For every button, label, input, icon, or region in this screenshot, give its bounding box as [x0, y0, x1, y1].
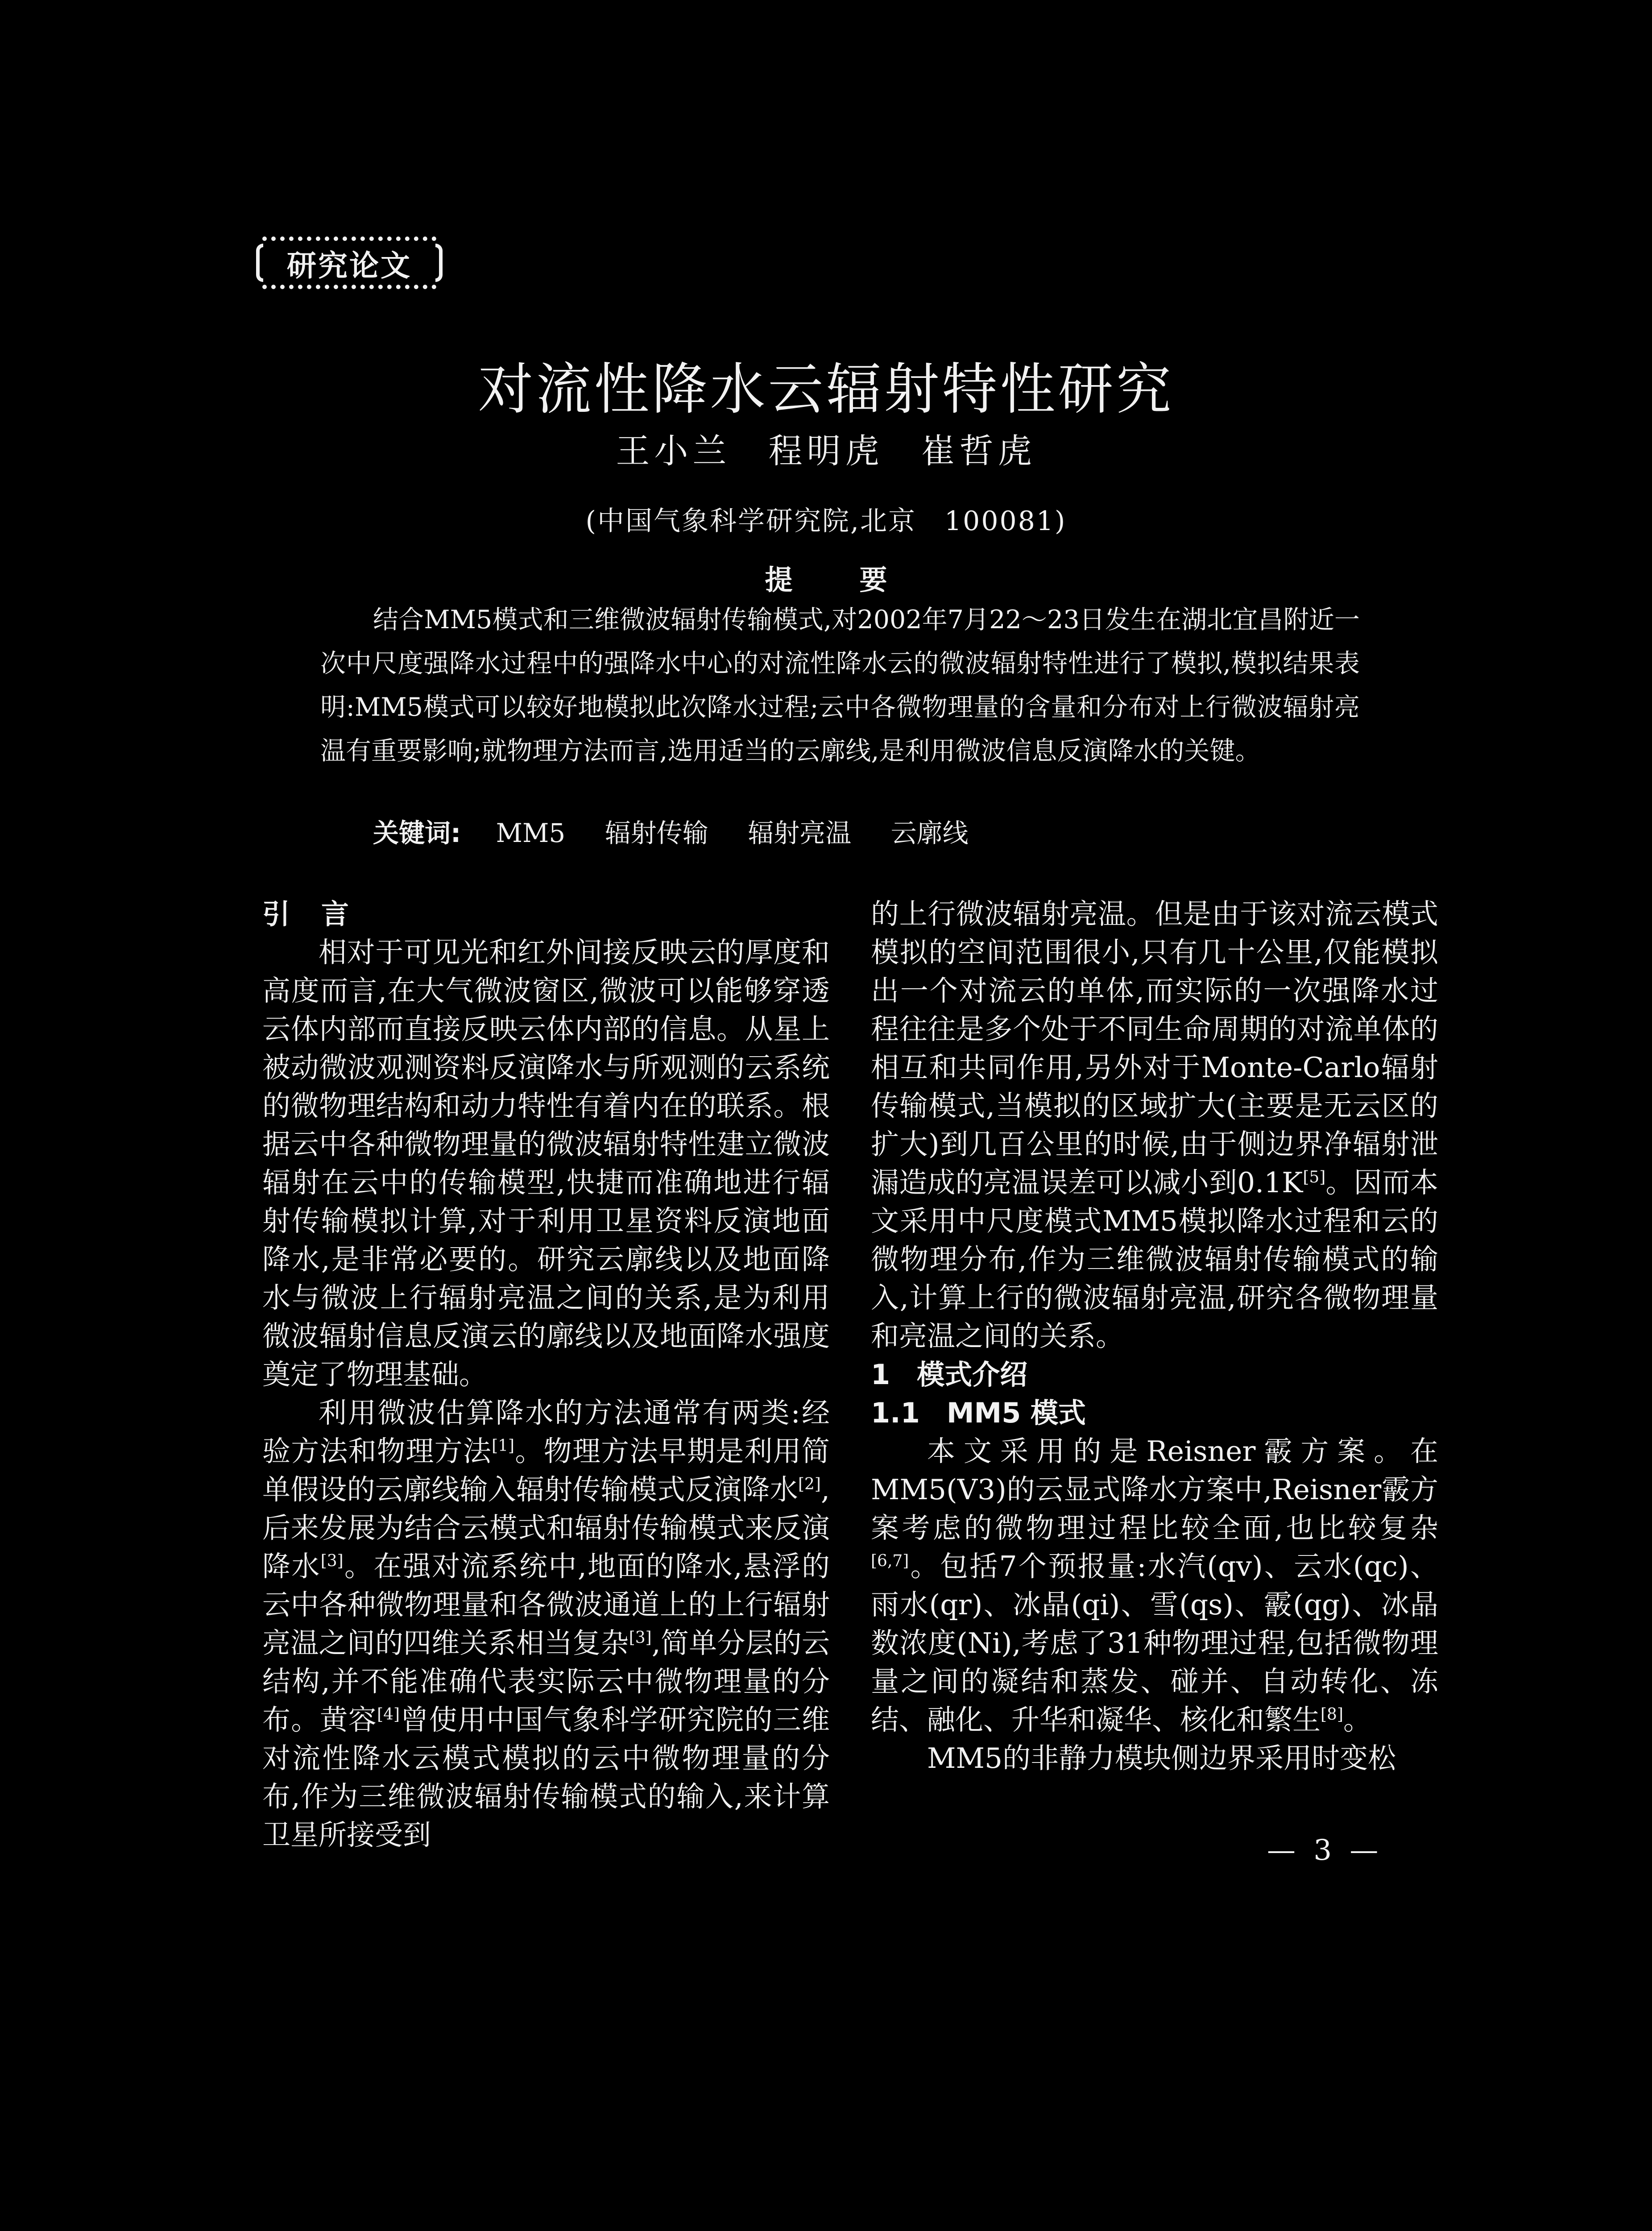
citation: [8] [1321, 1705, 1343, 1724]
section-heading-1 [871, 1356, 1438, 1394]
text-run: 。包括7个预报量:水汽(qv)、云水(qc)、雨水(qr)、冰晶(qi)、雪(qs)、霰(qg)、冰晶数浓度(Ni),考虑了31种物理过程,包括微物理量之间的凝结和蒸发、碰并、自动转化、冻结、融化、升华和凝华、核化和繁生 [871, 1550, 1438, 1736]
abstract-text: 结合MM5模式和三维微波辐射传输模式,对2002年7月22～23日发生在湖北宜昌附近一次中尺度强降水过程中的强降水中心的对流性降水云的微波辐射特性进行了模拟,模拟结果表明:MM5模式可以较好地模拟此次降水过程;云中各微物理量的含量和分布对上行微波辐射亮温有重要影响;就物理方法而言,选用适当的云廓线,是利用微波信息反演降水的关键。 [320, 605, 1360, 766]
text-run: 曾使用中国气象科学研究院的三维对流性降水云模式模拟的云中微物理量的分布,作为三维微波辐射传输模式的输入,来计算卫星所接受到 [262, 1704, 830, 1851]
text-run: 。在强对流系统中,地面的降水,悬浮的云中各种微物理量和各微波通道上的上行辐射亮温之间的四维关系相当复杂 [262, 1550, 830, 1659]
section-heading-1-1 [871, 1394, 1438, 1432]
body-paragraph [871, 895, 1438, 1356]
author-name: 王小兰 [616, 431, 731, 471]
section-heading-intro [262, 895, 830, 933]
text-run: 利用微波估算降水的方法通常有两类:经验方法和物理方法 [262, 1397, 830, 1468]
text-run: 。因而本文采用中尺度模式MM5模拟降水过程和云的微物理分布,作为三维微波辐射传输模式的输入,计算上行的微波辐射亮温,研究各微物理量和亮温之间的关系。 [871, 1166, 1439, 1352]
citation: [4] [377, 1705, 400, 1724]
left-column [262, 895, 830, 1854]
text-run: 的上行微波辐射亮温。但是由于该对流云模式模拟的空间范围很小,只有几十公里,仅能模拟出一个对流云的单体,而实际的一次强降水过程往往是多个处于不同生命周期的对流单体的相互和共同作用,另外对于Monte-Carlo辐射传输模式,当模拟的区域扩大(主要是无云区的扩大)到几百公里的时候,由于侧边界净辐射泄漏造成的亮温误差可以减小到0.1K [871, 898, 1438, 1199]
keyword: 辐射传输 [604, 818, 708, 848]
citation: [3] [629, 1629, 652, 1647]
article-type-tag [262, 236, 436, 289]
section-title: 言 [321, 898, 349, 930]
keywords-label: 关键词: [373, 818, 461, 848]
article-type-label: 研究论文 [287, 248, 412, 283]
citation: [1] [492, 1437, 515, 1455]
section-title: 模式介绍 [917, 1358, 1028, 1391]
keywords [373, 811, 1359, 855]
keyword: 云廓线 [890, 818, 969, 848]
body-paragraph: 相对于可见光和红外间接反映云的厚度和高度而言,在大气微波窗区,微波可以能够穿透云体内部而直接反映云体内部的信息。从星上被动微波观测资料反演降水与所观测的云系统的微物理结构和动力特性有着内在的联系。根据云中各种微物理量的微波辐射特性建立微波辐射在云中的传输模型,快捷而准确地进行辐射传输模拟计算,对于利用卫星资料反演地面降水,是非常必要的。研究云廓线以及地面降水与微波上行辐射亮温之间的关系,是为利用微波辐射信息反演云的廓线以及地面降水强度奠定了物理基础。 [262, 936, 830, 1391]
body-paragraph [871, 1432, 1438, 1739]
text-run: ,简单分层的云结构,并不能准确代表实际云中微物理量的分布。黄容 [262, 1627, 830, 1736]
text-run: ,后来发展为结合云模式和辐射传输模式来反演降水 [262, 1473, 830, 1583]
author-list [0, 424, 1652, 473]
text-run: 。 [1343, 1704, 1371, 1736]
page-number: — 3 — [1267, 1834, 1383, 1867]
section-number: 1.1 [871, 1397, 920, 1429]
keyword: MM5 [496, 818, 566, 848]
paper-title: 对流性降水云辐射特性研究 [478, 357, 1174, 422]
body-paragraph: MM5的非静力模块侧边界采用时变松 [927, 1742, 1396, 1775]
citation: [2] [798, 1475, 821, 1493]
citation: [6,7] [871, 1552, 909, 1570]
citation: [5] [1303, 1168, 1326, 1186]
abstract-heading: 提要 [765, 564, 954, 596]
text-run: 本文采用的是Reisner霰方案。在MM5(V3)的云显式降水方案中,Reisner霰方案考虑的微物理过程比较全面,也比较复杂 [871, 1435, 1438, 1544]
citation: [3] [320, 1552, 344, 1570]
section-title: MM5 模式 [946, 1397, 1086, 1429]
body-paragraph [262, 1394, 830, 1854]
author-name: 崔哲虎 [921, 431, 1036, 471]
right-column [871, 895, 1438, 1778]
section-number: 1 [871, 1358, 890, 1391]
author-name: 程明虎 [768, 431, 884, 471]
keyword: 辐射亮温 [748, 818, 852, 848]
text-run: 。物理方法早期是利用简单假设的云廓线输入辐射传输模式反演降水 [262, 1435, 830, 1506]
affiliation: (中国气象科学研究院,北京 100081) [585, 506, 1067, 537]
section-number: 引 [262, 898, 290, 930]
